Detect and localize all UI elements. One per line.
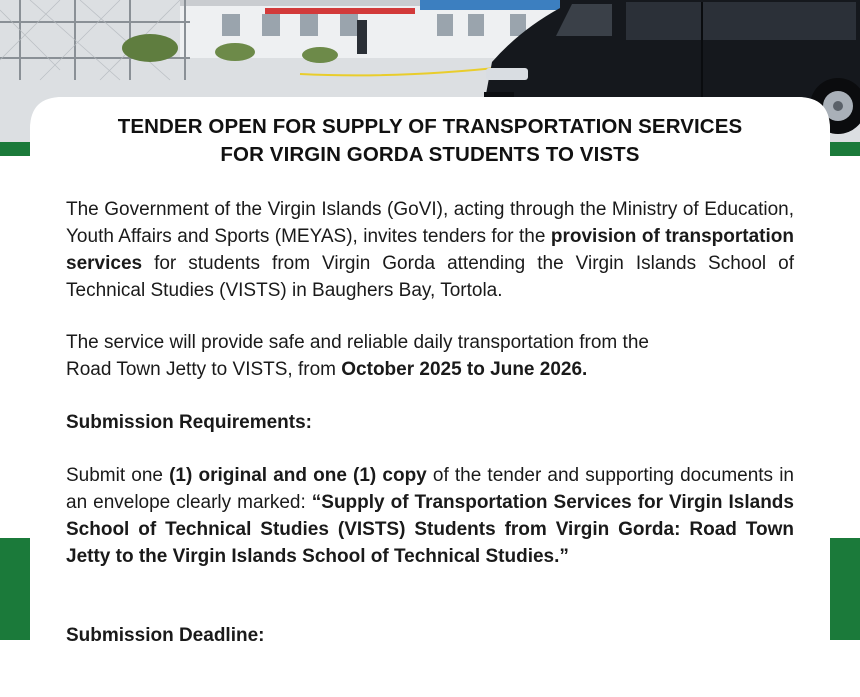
green-band-right-top	[830, 142, 860, 156]
submission-requirements-heading: Submission Requirements:	[66, 412, 312, 433]
service-dates: October 2025 to June 2026.	[341, 359, 588, 380]
req-text-2: of the tender and supporting documents in an envelope clearly marked:	[66, 465, 794, 513]
green-band-left-bottom	[0, 538, 30, 640]
intro-bold: provision of transportation services	[66, 226, 794, 274]
req-envelope-label: “Supply of Transportation Services for Virgin Islands School of Technical Studies (VISTS) Students from Virgin Gorda: Road Town Jetty to the Virgin Islands School of Technical Studies.”	[66, 492, 794, 567]
tender-title	[30, 113, 830, 169]
service-paragraph	[66, 329, 794, 383]
title-line-2: FOR VIRGIN GORDA STUDENTS TO VISTS	[220, 143, 640, 166]
green-band-left-top	[0, 142, 30, 156]
submission-deadline-heading: Submission Deadline:	[66, 625, 265, 646]
req-text-1: Submit one	[66, 465, 170, 486]
green-band-right-bottom	[830, 538, 860, 640]
submission-requirements-paragraph	[66, 462, 794, 570]
intro-paragraph	[66, 196, 794, 304]
content-card	[30, 97, 830, 697]
req-copies: (1) original and one (1) copy	[169, 465, 427, 486]
intro-text-1: The Government of the Virgin Islands (GoVI), acting through the Ministry of Education, Youth Affairs and Sports (MEYAS), invites tenders for the	[66, 199, 794, 247]
service-line-1: The service will provide safe and reliable daily transportation from the	[66, 332, 649, 353]
intro-text-2: for students from Virgin Gorda attending the Virgin Islands School of Technical Studies (VISTS) in Baughers Bay, Tortola.	[66, 253, 794, 301]
title-line-1: TENDER OPEN FOR SUPPLY OF TRANSPORTATION SERVICES	[117, 115, 743, 138]
service-line-2: Road Town Jetty to VISTS, from	[66, 359, 342, 380]
